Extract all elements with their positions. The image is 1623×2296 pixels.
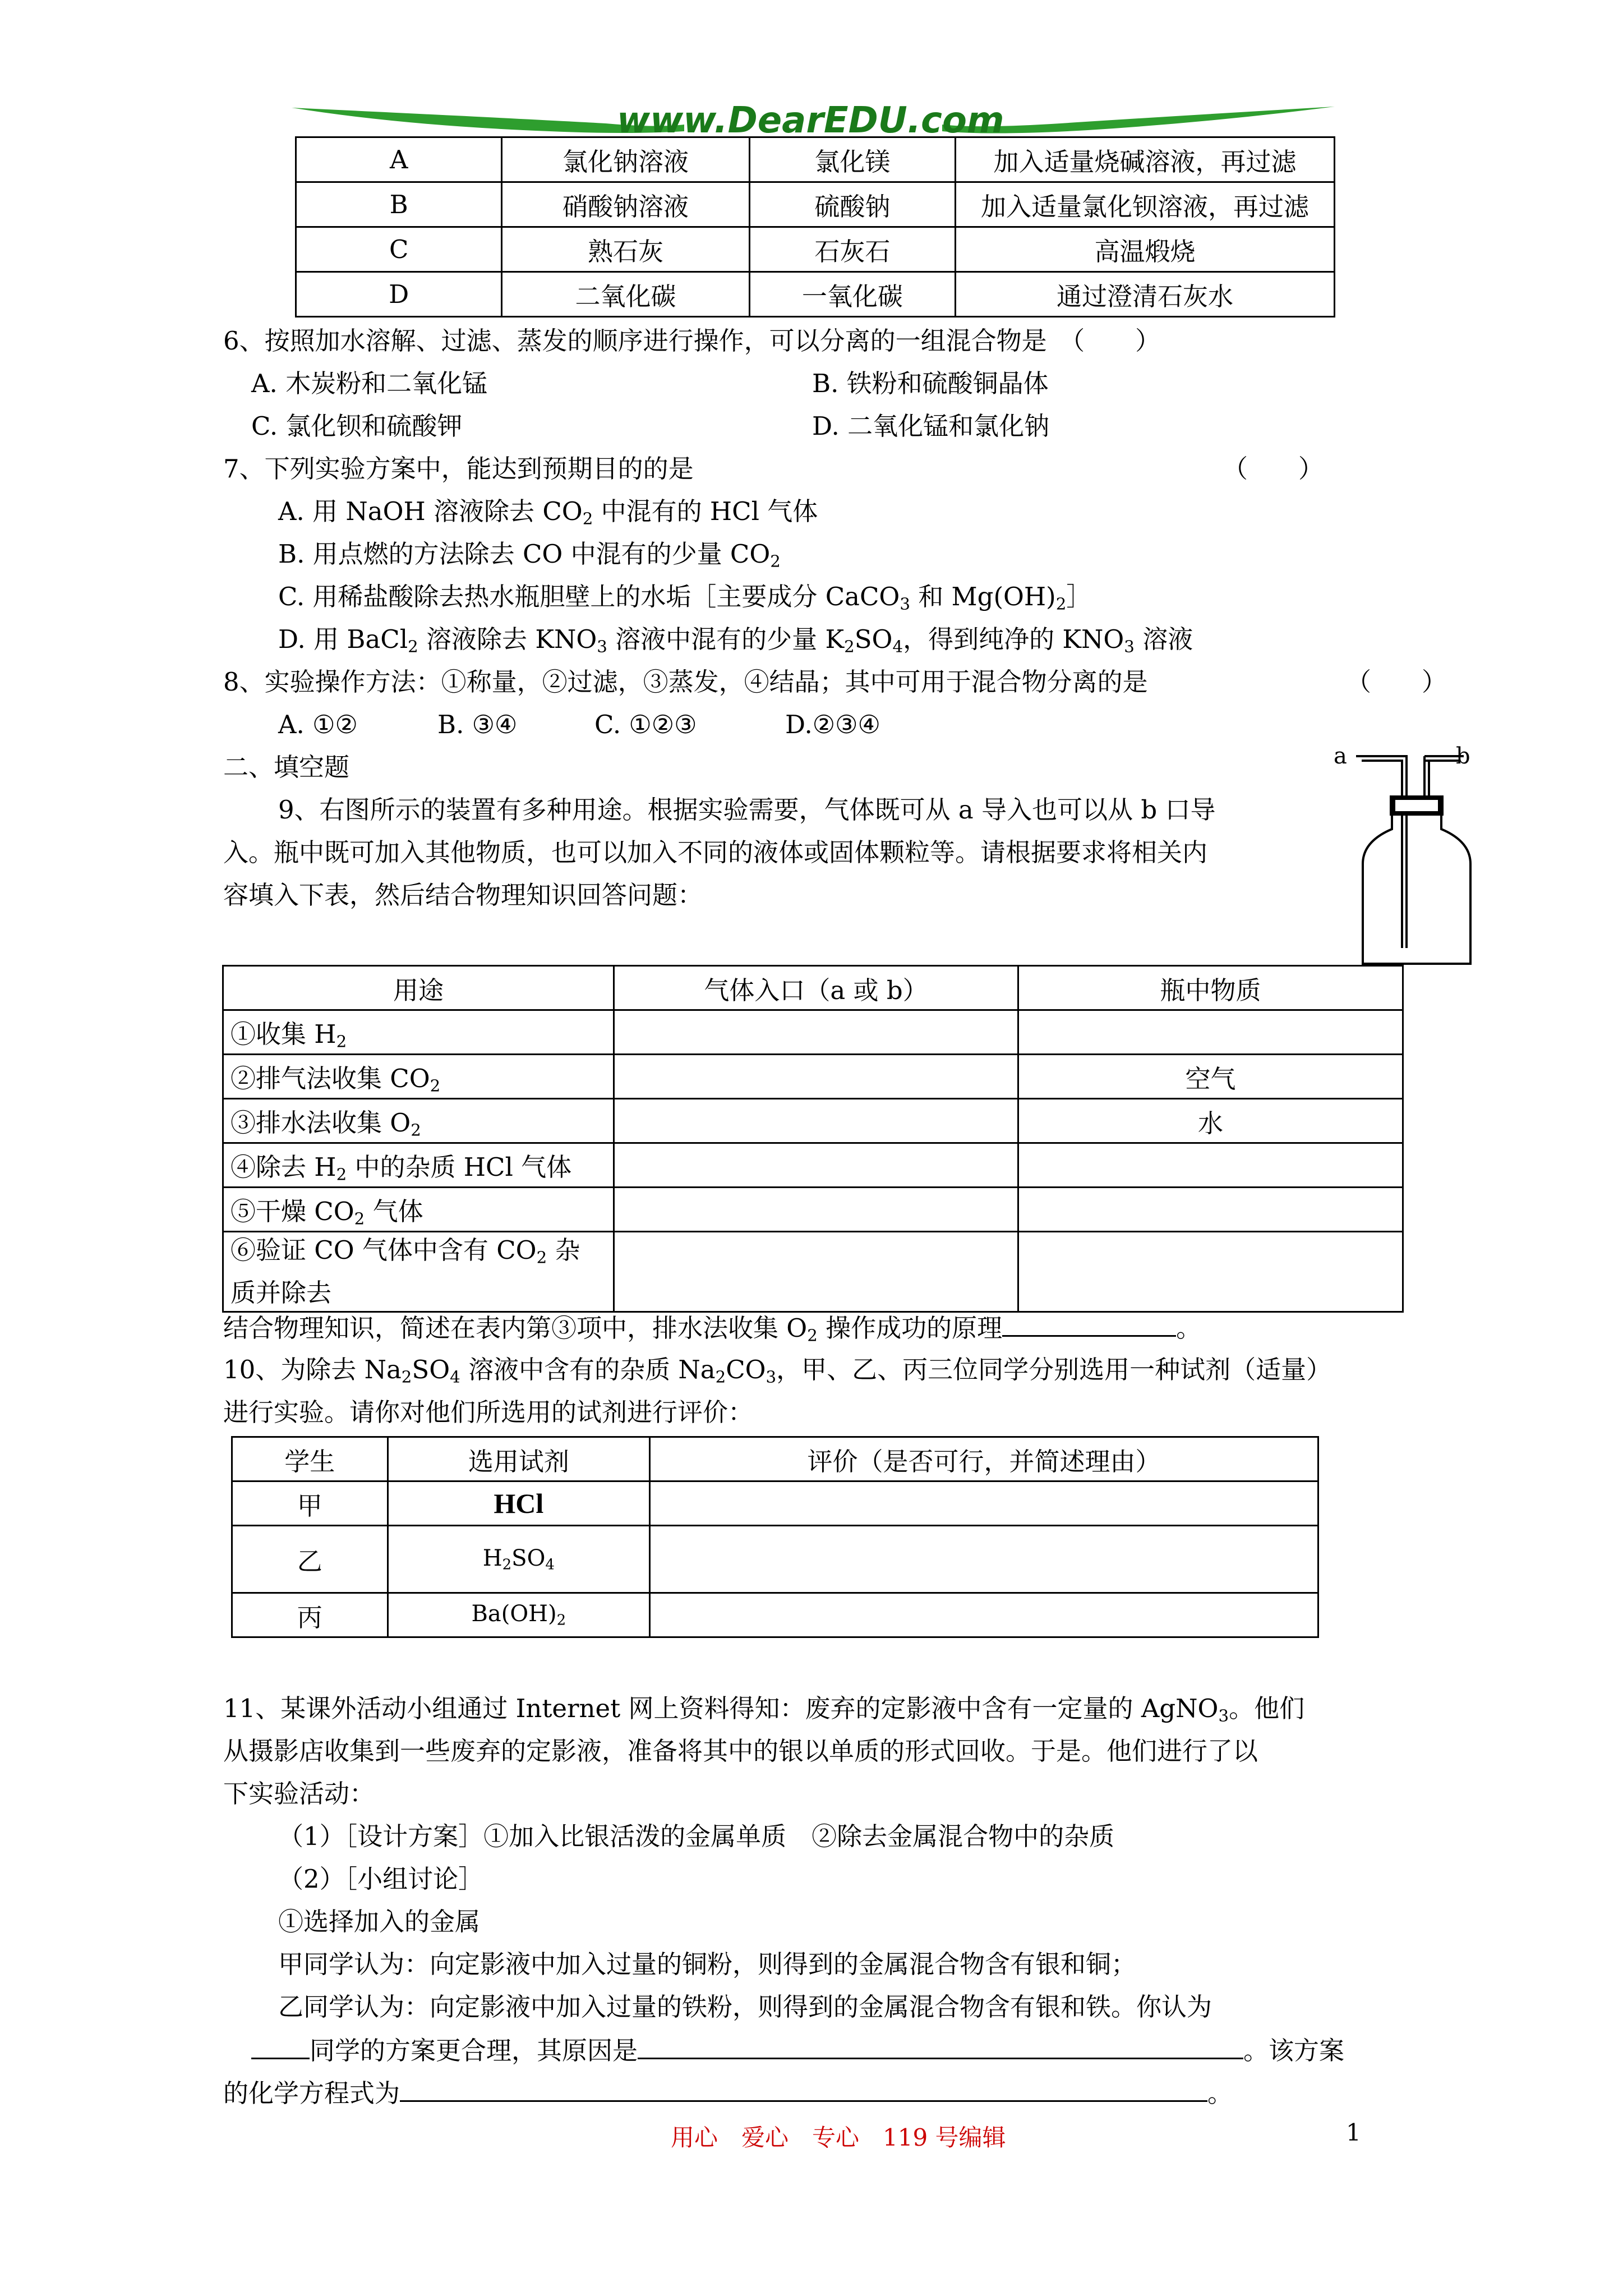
footer-text: 用心 爱心 专心 119 号编辑 bbox=[671, 2124, 1006, 2151]
header-cell: 用途 bbox=[223, 966, 614, 1010]
q6-option-a: A. 木炭粉和二氧化锰 bbox=[251, 369, 488, 398]
text-span: 11、某课外活动小组通过 Internet 网上资料得知：废弃的定影液中含有一定量的 AgNO bbox=[223, 1694, 1219, 1723]
text-span: SO bbox=[511, 1545, 546, 1571]
subscript: 2 bbox=[401, 1367, 412, 1387]
table-cell: HCl bbox=[388, 1481, 649, 1526]
subscript: 2 bbox=[336, 1165, 347, 1184]
page-number: 1 bbox=[1346, 2119, 1361, 2146]
table-cell: 二氧化碳 bbox=[502, 272, 749, 317]
text-span: 中的杂质 HCl 气体 bbox=[347, 1152, 572, 1182]
subscript: 2 bbox=[408, 637, 418, 656]
table-cell: 氯化镁 bbox=[749, 137, 955, 182]
q9-table bbox=[222, 965, 1404, 1313]
q10-line-1 bbox=[223, 1353, 1331, 1393]
q8-option-c: C. ①②③ bbox=[594, 710, 697, 739]
table-header-row bbox=[223, 966, 1403, 1010]
text-span: 和 Mg(OH) bbox=[910, 582, 1056, 611]
table-cell: 通过澄清石灰水 bbox=[956, 272, 1335, 317]
q11-line-2: 从摄影店收集到一些废弃的定影液，准备将其中的银以单质的形式回收。于是。他们进行了以 bbox=[223, 1736, 1258, 1766]
header-cell: 学生 bbox=[232, 1437, 388, 1481]
table-cell: 丙 bbox=[232, 1593, 388, 1637]
q7-option-c bbox=[278, 580, 1091, 620]
table-cell: 加入适量氯化钡溶液，再过滤 bbox=[956, 182, 1335, 227]
table-cell: B bbox=[296, 182, 502, 227]
subscript: 3 bbox=[1124, 637, 1135, 656]
subscript: 2 bbox=[844, 637, 855, 656]
table-row bbox=[232, 1593, 1318, 1637]
answer-cell[interactable] bbox=[614, 1055, 1018, 1099]
table-cell bbox=[223, 1010, 614, 1055]
answer-cell[interactable] bbox=[650, 1593, 1318, 1637]
answer-cell[interactable] bbox=[1018, 1188, 1403, 1232]
table-cell: 加入适量烧碱溶液，再过滤 bbox=[956, 137, 1335, 182]
subscript: 4 bbox=[545, 1556, 555, 1573]
text-span: ，甲、乙、丙三位同学分别选用一种试剂（适量） bbox=[776, 1355, 1332, 1384]
answer-cell[interactable] bbox=[650, 1481, 1318, 1526]
q7-bracket: （ ） bbox=[1223, 454, 1324, 484]
q11-line-9 bbox=[251, 2033, 1344, 2068]
text-span: A. 用 NaOH 溶液除去 CO bbox=[278, 496, 583, 526]
table-row bbox=[296, 272, 1335, 317]
q10-table bbox=[231, 1436, 1319, 1638]
table-cell: C bbox=[296, 227, 502, 272]
text-span: 。 bbox=[1207, 2078, 1233, 2108]
q6-option-d: D. 二氧化锰和氯化钠 bbox=[812, 411, 1050, 441]
table-row bbox=[232, 1481, 1318, 1526]
table-cell bbox=[223, 1232, 614, 1312]
text-span: 操作成功的原理 bbox=[817, 1313, 1003, 1343]
text-span: CO bbox=[726, 1355, 766, 1384]
table-row bbox=[232, 1526, 1318, 1593]
q11-line-10 bbox=[223, 2076, 1233, 2110]
text-span: H bbox=[482, 1545, 502, 1571]
text-span: 结合物理知识，简述在表内第③项中，排水法收集 O bbox=[223, 1313, 808, 1343]
table-cell: A bbox=[296, 137, 502, 182]
table-row bbox=[223, 1055, 1403, 1099]
answer-blank[interactable] bbox=[638, 2033, 1243, 2059]
table-cell: 硫酸钠 bbox=[749, 182, 955, 227]
q7-stem: 7、下列实验方案中，能达到预期目的的是 bbox=[223, 454, 694, 484]
text-span: ］ bbox=[1066, 582, 1092, 611]
table-cell bbox=[223, 1099, 614, 1143]
subscript: 2 bbox=[336, 1032, 347, 1051]
q11-line-5: （2）［小组讨论］ bbox=[278, 1864, 484, 1894]
q6-stem: 6、按照加水溶解、过滤、蒸发的顺序进行操作，可以分离的一组混合物是 （ ） bbox=[223, 326, 1161, 356]
subscript: 2 bbox=[430, 1076, 441, 1096]
text-span: ③排水法收集 O bbox=[230, 1107, 411, 1138]
table-header-row bbox=[232, 1437, 1318, 1481]
subscript: 2 bbox=[807, 1326, 818, 1345]
subscript: 2 bbox=[770, 551, 781, 571]
text-span: 。该方案 bbox=[1243, 2036, 1345, 2065]
table-cell: 氯化钠溶液 bbox=[502, 137, 749, 182]
text-span: 的化学方程式为 bbox=[223, 2078, 400, 2108]
text-span: 溶液 bbox=[1134, 624, 1193, 654]
q8-bracket: （ ） bbox=[1346, 667, 1447, 697]
text-span: ④除去 H bbox=[230, 1152, 336, 1182]
subscript: 2 bbox=[411, 1120, 421, 1140]
answer-cell[interactable] bbox=[650, 1526, 1318, 1593]
text-span: 溶液中混有的少量 K bbox=[607, 624, 845, 654]
text-span: ，得到纯净的 KNO bbox=[903, 624, 1124, 654]
table-cell: 甲 bbox=[232, 1481, 388, 1526]
table-cell bbox=[223, 1188, 614, 1232]
text-span: 杂 bbox=[547, 1235, 580, 1265]
text-span: C. 用稀盐酸除去热水瓶胆壁上的水垢［主要成分 CaCO bbox=[278, 582, 900, 611]
section-title: 二、填空题 bbox=[223, 752, 350, 782]
text-span: ⑤干燥 CO bbox=[230, 1196, 354, 1226]
text-span: 质并除去 bbox=[230, 1278, 332, 1308]
subscript: 2 bbox=[502, 1556, 512, 1573]
table-row bbox=[296, 227, 1335, 272]
table-cell bbox=[223, 1143, 614, 1188]
subscript: 3 bbox=[1218, 1706, 1229, 1726]
q9-followup bbox=[223, 1310, 1201, 1352]
table-row bbox=[296, 137, 1335, 182]
q8-option-d: D.②③④ bbox=[785, 710, 880, 739]
subscript: 2 bbox=[354, 1209, 365, 1228]
q6-option-c: C. 氯化钡和硫酸钾 bbox=[251, 411, 463, 441]
subscript: 3 bbox=[766, 1367, 777, 1387]
answer-cell[interactable] bbox=[1018, 1010, 1403, 1055]
subscript: 2 bbox=[556, 1612, 566, 1629]
text-span: Ba(OH) bbox=[471, 1601, 557, 1627]
q11-line-8: 乙同学认为：向定影液中加入过量的铁粉，则得到的金属混合物含有银和铁。你认为 bbox=[278, 1992, 1212, 2022]
subscript: 2 bbox=[582, 509, 593, 528]
table-cell: 空气 bbox=[1018, 1055, 1403, 1099]
text-span: D. 用 BaCl bbox=[278, 624, 408, 654]
table-cell: 高温煅烧 bbox=[956, 227, 1335, 272]
answer-blank[interactable] bbox=[1002, 1310, 1176, 1337]
q9-line-2: 入。瓶中既可加入其他物质，也可以加入不同的液体或固体颗粒等。请根据要求将相关内 bbox=[223, 838, 1208, 867]
q8-option-b: B. ③④ bbox=[437, 710, 518, 739]
table-cell: 硝酸钠溶液 bbox=[502, 182, 749, 227]
q8-stem: 8、实验操作方法：①称量，②过滤，③蒸发，④结晶；其中可用于混合物分离的是 bbox=[223, 667, 1148, 697]
q11-line-1 bbox=[223, 1692, 1304, 1732]
gas-bottle-diagram bbox=[1340, 746, 1486, 970]
subscript: 3 bbox=[597, 637, 607, 656]
table-cell bbox=[388, 1526, 649, 1593]
text-span: 。 bbox=[1176, 1313, 1202, 1343]
answer-blank[interactable] bbox=[400, 2076, 1207, 2102]
text-span: ⑥验证 CO 气体中含有 CO bbox=[230, 1235, 537, 1265]
answer-cell[interactable] bbox=[1018, 1232, 1403, 1312]
header-logo: www.DearEDU.com bbox=[617, 100, 1004, 141]
table-cell: 乙 bbox=[232, 1526, 388, 1593]
q5-options-table bbox=[295, 136, 1335, 318]
text-span: 。他们 bbox=[1229, 1694, 1305, 1723]
bottle-label-b: b bbox=[1456, 743, 1470, 769]
answer-cell[interactable] bbox=[614, 1143, 1018, 1188]
header-cell: 评价（是否可行，并简述理由） bbox=[650, 1437, 1318, 1481]
text-span: 溶液中含有的杂质 Na bbox=[460, 1355, 716, 1384]
answer-cell[interactable] bbox=[614, 1099, 1018, 1143]
table-row bbox=[223, 1010, 1403, 1055]
answer-blank[interactable] bbox=[251, 2033, 310, 2059]
q9-line-1: 9、右图所示的装置有多种用途。根据实验需要，气体既可从 a 导入也可以从 b 口导 bbox=[278, 795, 1216, 825]
table-cell: 水 bbox=[1018, 1099, 1403, 1143]
subscript: 2 bbox=[536, 1248, 547, 1267]
text-span: 溶液除去 KNO bbox=[418, 624, 597, 654]
table-cell bbox=[388, 1593, 649, 1637]
answer-cell[interactable] bbox=[614, 1188, 1018, 1232]
subscript: 4 bbox=[450, 1367, 460, 1387]
q7-option-a bbox=[278, 495, 818, 535]
table-cell: D bbox=[296, 272, 502, 317]
text-span: B. 用点燃的方法除去 CO 中混有的少量 CO bbox=[278, 539, 771, 569]
table-row bbox=[223, 1099, 1403, 1143]
q7-option-d bbox=[278, 623, 1193, 663]
q6-option-b: B. 铁粉和硫酸铜晶体 bbox=[812, 369, 1049, 398]
answer-cell[interactable] bbox=[614, 1010, 1018, 1055]
header-cell: 瓶中物质 bbox=[1018, 966, 1403, 1010]
text-span: ①收集 H bbox=[230, 1019, 336, 1049]
table-row bbox=[223, 1232, 1403, 1312]
q11-line-4: （1）［设计方案］①加入比银活泼的金属单质 ②除去金属混合物中的杂质 bbox=[278, 1821, 1115, 1851]
subscript: 2 bbox=[1055, 594, 1067, 614]
q11-line-7: 甲同学认为：向定影液中加入过量的铜粉，则得到的金属混合物含有银和铜； bbox=[278, 1949, 1137, 1979]
table-cell bbox=[223, 1055, 614, 1099]
text-span: ②排气法收集 CO bbox=[230, 1063, 430, 1093]
header-cell: 气体入口（a 或 b） bbox=[614, 966, 1018, 1010]
q10-line-2: 进行实验。请你对他们所选用的试剂进行评价： bbox=[223, 1397, 754, 1427]
q11-line-6: ①选择加入的金属 bbox=[278, 1907, 481, 1936]
table-cell: 一氧化碳 bbox=[749, 272, 955, 317]
text-span: 同学的方案更合理，其原因是 bbox=[310, 2036, 638, 2065]
text-span: SO bbox=[412, 1355, 450, 1384]
answer-cell[interactable] bbox=[1018, 1143, 1403, 1188]
table-row bbox=[223, 1188, 1403, 1232]
q11-line-3: 下实验活动： bbox=[223, 1779, 375, 1809]
table-cell: 熟石灰 bbox=[502, 227, 749, 272]
text-span: 中混有的 HCl 气体 bbox=[593, 496, 818, 526]
q9-line-3: 容填入下表，然后结合物理知识回答问题： bbox=[223, 880, 703, 910]
answer-cell[interactable] bbox=[614, 1232, 1018, 1312]
bottle-label-a: a bbox=[1334, 743, 1347, 769]
q7-option-b bbox=[278, 537, 781, 578]
table-row bbox=[296, 182, 1335, 227]
header-cell: 选用试剂 bbox=[388, 1437, 649, 1481]
text-span: 10、为除去 Na bbox=[223, 1355, 402, 1384]
text-span: SO bbox=[854, 624, 893, 654]
subscript: 2 bbox=[715, 1367, 726, 1387]
table-row bbox=[223, 1143, 1403, 1188]
table-cell: 石灰石 bbox=[749, 227, 955, 272]
subscript: 4 bbox=[892, 637, 903, 656]
q8-option-a: A. ①② bbox=[278, 710, 358, 739]
subscript: 3 bbox=[900, 594, 910, 614]
text-span: 气体 bbox=[365, 1196, 423, 1226]
